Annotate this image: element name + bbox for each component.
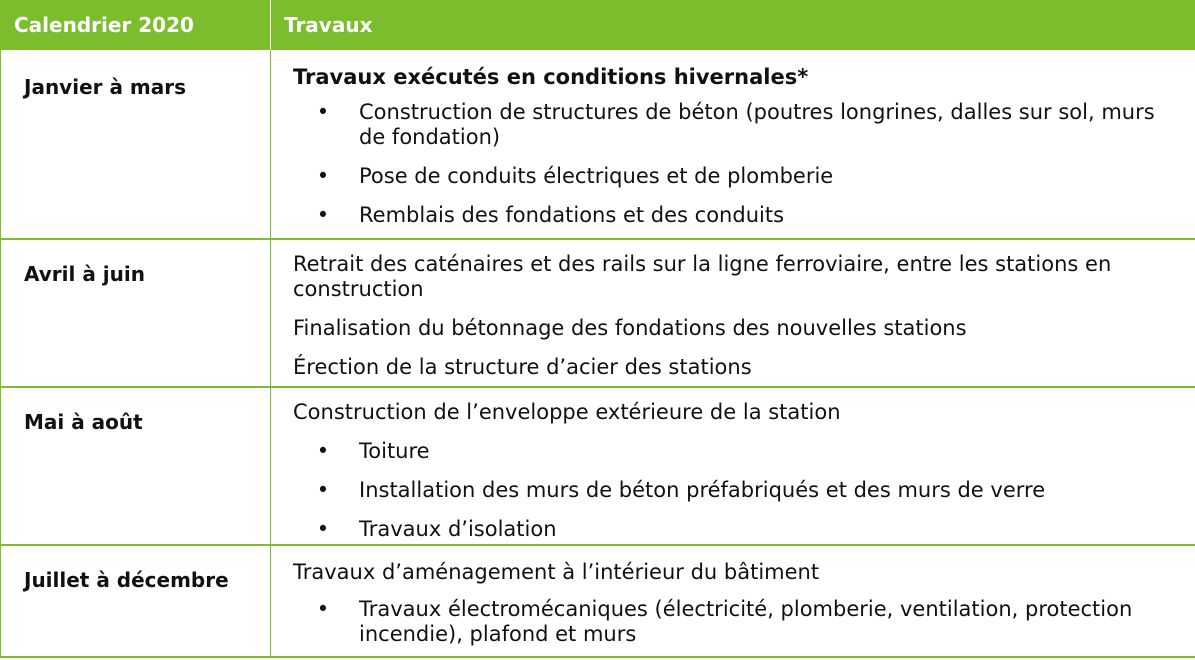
table-row — [0, 240, 1195, 388]
bullet-icon: • — [316, 517, 330, 541]
row-content — [293, 65, 1185, 228]
row-line: Érection de la structure d’acier des stations — [293, 355, 752, 379]
row-intro: Travaux exécutés en conditions hivernales* — [293, 65, 809, 89]
bullet-icon: • — [316, 203, 330, 227]
list-item: • Travaux électromécaniques (électricité, plomberie, ventilation, protection incendie), plafond et murs — [293, 597, 1185, 647]
header-works: Travaux — [284, 13, 373, 37]
list-item: • Travaux d’isolation — [293, 517, 1185, 542]
list-item: • Pose de conduits électriques et de plomberie — [293, 164, 1185, 189]
bullet-list — [293, 100, 1185, 228]
column-divider — [270, 546, 271, 656]
bullet-icon: • — [316, 439, 330, 463]
list-item: • Remblais des fondations et des conduits — [293, 203, 1185, 228]
bullet-icon: • — [316, 100, 330, 124]
row-period: Janvier à mars — [24, 75, 187, 99]
column-divider — [270, 388, 271, 544]
row-period: Mai à août — [24, 410, 143, 434]
column-divider — [270, 240, 271, 386]
row-line: Retrait des caténaires et des rails sur la ligne ferroviaire, entre les stations en construction — [293, 252, 1112, 301]
column-divider — [270, 50, 271, 238]
row-line: Finalisation du bétonnage des fondations des nouvelles stations — [293, 316, 967, 340]
row-intro: Construction de l’enveloppe extérieure de la station — [293, 400, 841, 424]
bullet-list — [293, 597, 1185, 647]
bullet-icon: • — [316, 164, 330, 188]
list-item: • Construction de structures de béton (poutres longrines, dalles sur sol, murs de fondation) — [293, 100, 1185, 150]
row-content — [293, 400, 1185, 542]
table-left-border — [0, 50, 1, 658]
table-row — [0, 50, 1195, 240]
bullet-icon: • — [316, 478, 330, 502]
bullet-list — [293, 439, 1185, 542]
row-period: Juillet à décembre — [24, 568, 229, 592]
header-divider — [270, 0, 271, 50]
bullet-icon: • — [316, 597, 330, 621]
table-row — [0, 388, 1195, 546]
list-item: • Installation des murs de béton préfabriqués et des murs de verre — [293, 478, 1185, 503]
list-item: • Toiture — [293, 439, 1185, 464]
row-content — [293, 252, 1185, 380]
row-intro: Travaux d’aménagement à l’intérieur du bâtiment — [293, 560, 820, 584]
table-header — [0, 0, 1195, 50]
row-period: Avril à juin — [24, 262, 145, 286]
header-calendar: Calendrier 2020 — [14, 13, 194, 37]
row-content — [293, 560, 1185, 647]
table-row — [0, 546, 1195, 658]
